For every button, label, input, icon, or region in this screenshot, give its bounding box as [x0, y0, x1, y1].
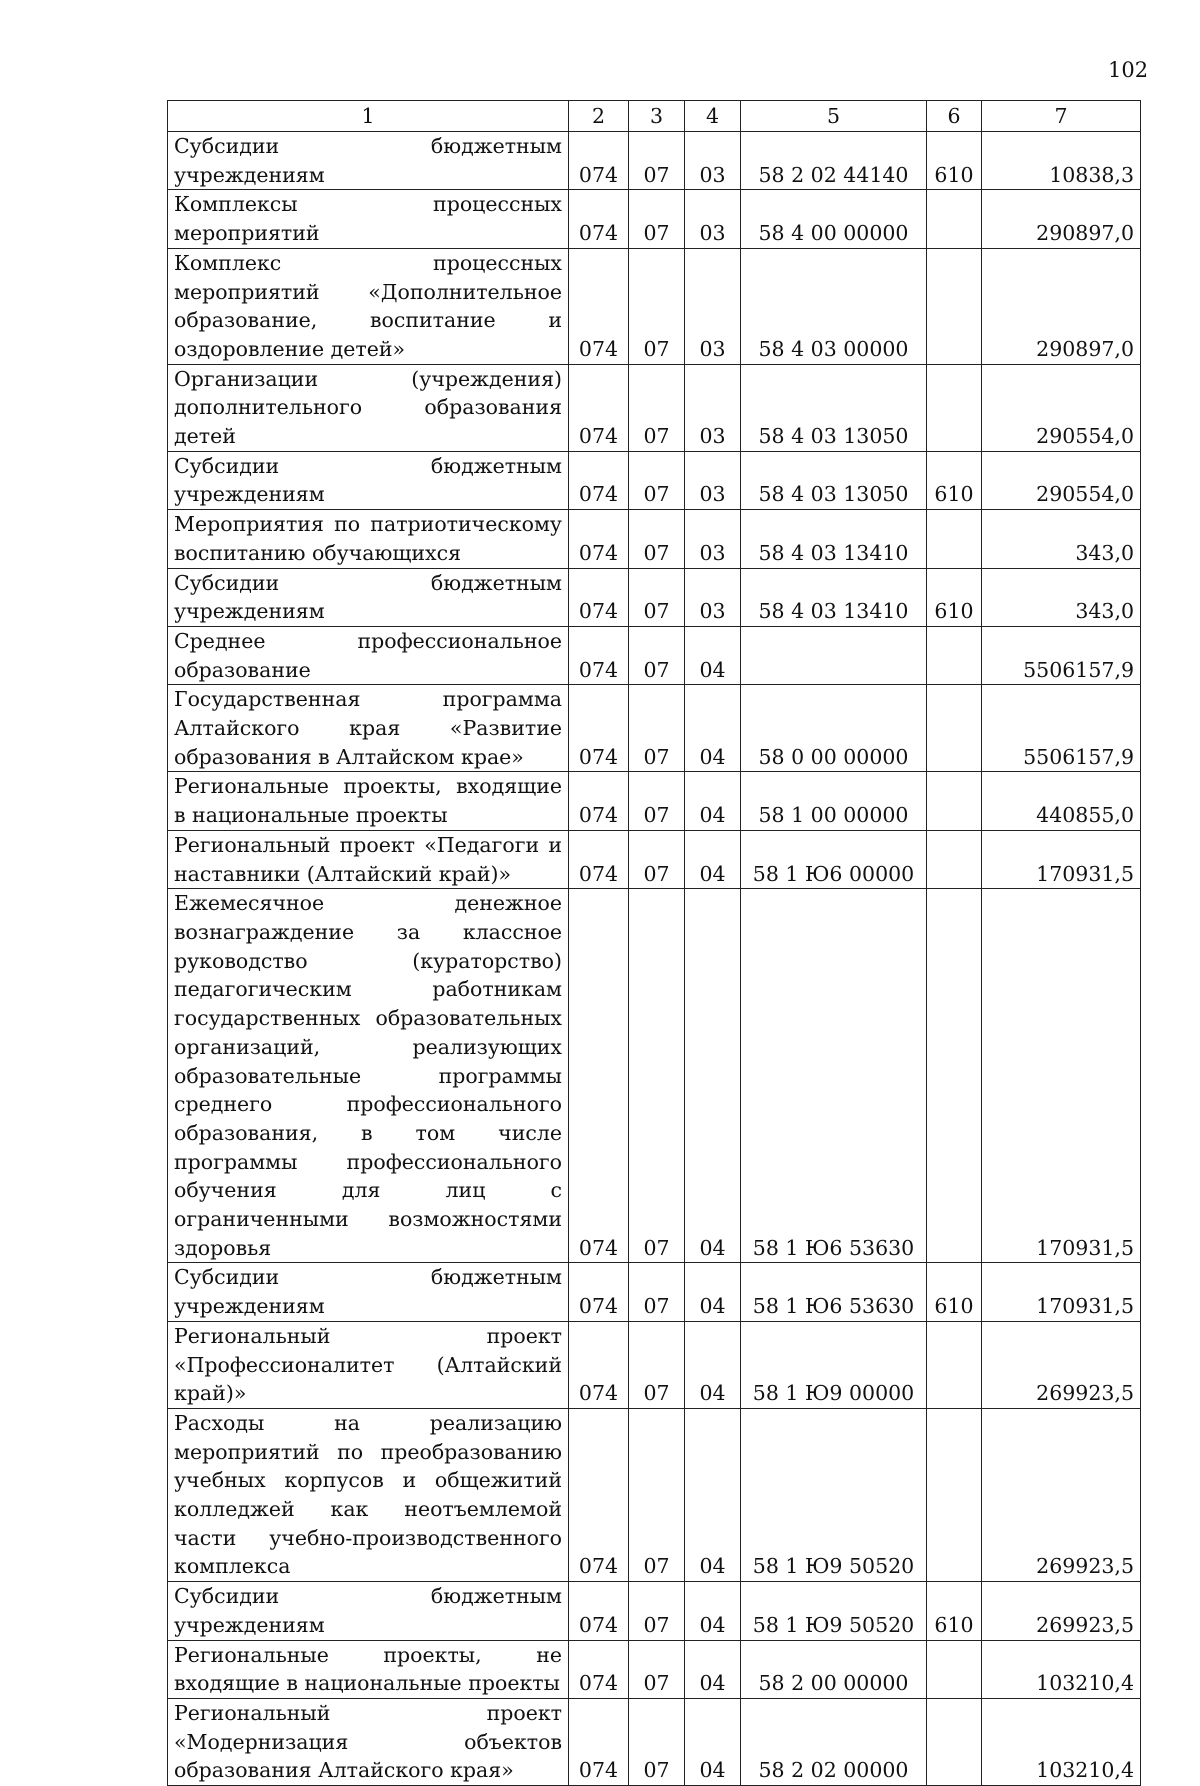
- row-amount: 170931,5: [982, 889, 1141, 1263]
- table-row: [168, 626, 1141, 684]
- row-subsection-code: 03: [685, 132, 741, 190]
- row-subsection-code: 03: [685, 248, 741, 364]
- row-target-code: 58 2 02 00000: [741, 1698, 927, 1785]
- row-admin-code: 074: [569, 364, 629, 451]
- row-name: Среднее профессиональное образование: [168, 626, 569, 684]
- row-name: Региональный проект «Профессионалитет (Алтайский край)»: [168, 1321, 569, 1408]
- row-amount: 103210,4: [982, 1640, 1141, 1698]
- table-row: [168, 190, 1141, 248]
- row-subsection-code: 04: [685, 1582, 741, 1640]
- row-name: Расходы на реализацию мероприятий по преобразованию учебных корпусов и общежитий колледжей как неотъемлемой части учебно-производственного комплекса: [168, 1408, 569, 1581]
- row-subsection-code: 03: [685, 190, 741, 248]
- row-admin-code: 074: [569, 772, 629, 830]
- row-subsection-code: 04: [685, 1640, 741, 1698]
- row-amount: 290554,0: [982, 451, 1141, 509]
- row-amount: 5506157,9: [982, 626, 1141, 684]
- column-header-2: 2: [569, 101, 629, 132]
- table-row: [168, 1321, 1141, 1408]
- row-section-code: 07: [629, 190, 685, 248]
- row-amount: 343,0: [982, 510, 1141, 568]
- row-expense-type-code: [927, 685, 982, 772]
- row-subsection-code: 04: [685, 889, 741, 1263]
- row-admin-code: 074: [569, 1263, 629, 1321]
- row-expense-type-code: 610: [927, 568, 982, 626]
- row-amount: 290897,0: [982, 248, 1141, 364]
- row-admin-code: 074: [569, 1408, 629, 1581]
- row-amount: 269923,5: [982, 1408, 1141, 1581]
- row-amount: 5506157,9: [982, 685, 1141, 772]
- row-expense-type-code: [927, 364, 982, 451]
- row-name: Комплексы процессных мероприятий: [168, 190, 569, 248]
- row-section-code: 07: [629, 1640, 685, 1698]
- row-target-code: 58 1 Ю9 50520: [741, 1408, 927, 1581]
- row-target-code: 58 1 Ю6 53630: [741, 1263, 927, 1321]
- row-name: Комплекс процессных мероприятий «Дополнительное образование, воспитание и оздоровление детей»: [168, 248, 569, 364]
- table-row: [168, 451, 1141, 509]
- row-target-code: 58 4 03 00000: [741, 248, 927, 364]
- column-header-3: 3: [629, 101, 685, 132]
- row-admin-code: 074: [569, 1582, 629, 1640]
- page-number: 102: [1108, 58, 1149, 82]
- table-row: [168, 772, 1141, 830]
- table-row: [168, 248, 1141, 364]
- row-amount: 290897,0: [982, 190, 1141, 248]
- row-expense-type-code: [927, 1321, 982, 1408]
- row-expense-type-code: [927, 626, 982, 684]
- row-admin-code: 074: [569, 190, 629, 248]
- row-name: Организации (учреждения) дополнительного образования детей: [168, 364, 569, 451]
- row-section-code: 07: [629, 364, 685, 451]
- row-subsection-code: 04: [685, 1321, 741, 1408]
- row-target-code: 58 2 02 44140: [741, 132, 927, 190]
- row-expense-type-code: 610: [927, 1263, 982, 1321]
- row-admin-code: 074: [569, 1321, 629, 1408]
- row-admin-code: 074: [569, 510, 629, 568]
- table-row: [168, 568, 1141, 626]
- table-row: [168, 830, 1141, 888]
- row-name: Мероприятия по патриотическому воспитанию обучающихся: [168, 510, 569, 568]
- table-row: [168, 889, 1141, 1263]
- row-expense-type-code: [927, 772, 982, 830]
- row-section-code: 07: [629, 451, 685, 509]
- row-name: Региональный проект «Педагоги и наставники (Алтайский край)»: [168, 830, 569, 888]
- row-section-code: 07: [629, 568, 685, 626]
- row-target-code: 58 1 Ю9 00000: [741, 1321, 927, 1408]
- row-admin-code: 074: [569, 830, 629, 888]
- row-section-code: 07: [629, 1698, 685, 1785]
- row-amount: 10838,3: [982, 132, 1141, 190]
- header-row: [168, 101, 1141, 132]
- row-section-code: 07: [629, 1321, 685, 1408]
- row-expense-type-code: 610: [927, 451, 982, 509]
- row-subsection-code: 04: [685, 1408, 741, 1581]
- row-expense-type-code: [927, 1408, 982, 1581]
- row-admin-code: 074: [569, 568, 629, 626]
- row-target-code: 58 1 Ю9 50520: [741, 1582, 927, 1640]
- row-name: Ежемесячное денежное вознаграждение за классное руководство (кураторство) педагогическим работникам государственных образовательных организаций, реализующих образовательные программы среднего профессионального образования, в том числе программы профессионального обучения для лиц с ограниченными возможностями здоровья: [168, 889, 569, 1263]
- row-section-code: 07: [629, 626, 685, 684]
- row-target-code: 58 4 00 00000: [741, 190, 927, 248]
- row-expense-type-code: 610: [927, 1582, 982, 1640]
- table-row: [168, 685, 1141, 772]
- row-name: Региональные проекты, входящие в национальные проекты: [168, 772, 569, 830]
- row-admin-code: 074: [569, 685, 629, 772]
- table-row: [168, 132, 1141, 190]
- row-section-code: 07: [629, 685, 685, 772]
- row-section-code: 07: [629, 510, 685, 568]
- table-body: [168, 132, 1141, 1786]
- row-subsection-code: 04: [685, 772, 741, 830]
- table-row: [168, 364, 1141, 451]
- row-admin-code: 074: [569, 451, 629, 509]
- row-section-code: 07: [629, 830, 685, 888]
- row-subsection-code: 03: [685, 510, 741, 568]
- budget-table: [167, 100, 1141, 1786]
- table-row: [168, 1263, 1141, 1321]
- row-subsection-code: 03: [685, 451, 741, 509]
- row-target-code: 58 4 03 13050: [741, 364, 927, 451]
- row-name: Государственная программа Алтайского края «Развитие образования в Алтайском крае»: [168, 685, 569, 772]
- row-amount: 269923,5: [982, 1582, 1141, 1640]
- row-subsection-code: 03: [685, 364, 741, 451]
- row-admin-code: 074: [569, 248, 629, 364]
- row-admin-code: 074: [569, 626, 629, 684]
- table-row: [168, 1698, 1141, 1785]
- row-amount: 269923,5: [982, 1321, 1141, 1408]
- row-target-code: 58 2 00 00000: [741, 1640, 927, 1698]
- row-subsection-code: 04: [685, 626, 741, 684]
- column-header-6: 6: [927, 101, 982, 132]
- row-amount: 290554,0: [982, 364, 1141, 451]
- column-header-5: 5: [741, 101, 927, 132]
- row-name: Субсидии бюджетным учреждениям: [168, 1582, 569, 1640]
- column-header-1: 1: [168, 101, 569, 132]
- row-name: Субсидии бюджетным учреждениям: [168, 451, 569, 509]
- row-section-code: 07: [629, 889, 685, 1263]
- row-subsection-code: 03: [685, 568, 741, 626]
- row-name: Субсидии бюджетным учреждениям: [168, 1263, 569, 1321]
- row-amount: 170931,5: [982, 1263, 1141, 1321]
- row-admin-code: 074: [569, 889, 629, 1263]
- row-amount: 103210,4: [982, 1698, 1141, 1785]
- row-target-code: 58 4 03 13410: [741, 510, 927, 568]
- row-name: Региональный проект «Модернизация объектов образования Алтайского края»: [168, 1698, 569, 1785]
- row-expense-type-code: [927, 190, 982, 248]
- row-admin-code: 074: [569, 1640, 629, 1698]
- row-target-code: 58 0 00 00000: [741, 685, 927, 772]
- row-subsection-code: 04: [685, 830, 741, 888]
- row-expense-type-code: [927, 830, 982, 888]
- column-header-7: 7: [982, 101, 1141, 132]
- table-row: [168, 510, 1141, 568]
- row-expense-type-code: 610: [927, 132, 982, 190]
- table-row: [168, 1582, 1141, 1640]
- row-target-code: 58 1 Ю6 00000: [741, 830, 927, 888]
- row-subsection-code: 04: [685, 685, 741, 772]
- table-row: [168, 1408, 1141, 1581]
- row-section-code: 07: [629, 1582, 685, 1640]
- row-admin-code: 074: [569, 132, 629, 190]
- row-subsection-code: 04: [685, 1263, 741, 1321]
- row-target-code: 58 4 03 13410: [741, 568, 927, 626]
- row-section-code: 07: [629, 132, 685, 190]
- row-target-code: 58 4 03 13050: [741, 451, 927, 509]
- row-expense-type-code: [927, 1698, 982, 1785]
- row-expense-type-code: [927, 889, 982, 1263]
- row-name: Субсидии бюджетным учреждениям: [168, 132, 569, 190]
- row-expense-type-code: [927, 510, 982, 568]
- row-target-code: [741, 626, 927, 684]
- row-name: Региональные проекты, не входящие в национальные проекты: [168, 1640, 569, 1698]
- row-amount: 440855,0: [982, 772, 1141, 830]
- column-header-4: 4: [685, 101, 741, 132]
- row-subsection-code: 04: [685, 1698, 741, 1785]
- row-section-code: 07: [629, 1408, 685, 1581]
- row-section-code: 07: [629, 772, 685, 830]
- table-row: [168, 1640, 1141, 1698]
- row-section-code: 07: [629, 248, 685, 364]
- row-admin-code: 074: [569, 1698, 629, 1785]
- row-expense-type-code: [927, 248, 982, 364]
- row-section-code: 07: [629, 1263, 685, 1321]
- row-amount: 170931,5: [982, 830, 1141, 888]
- row-amount: 343,0: [982, 568, 1141, 626]
- row-expense-type-code: [927, 1640, 982, 1698]
- row-target-code: 58 1 Ю6 53630: [741, 889, 927, 1263]
- row-target-code: 58 1 00 00000: [741, 772, 927, 830]
- row-name: Субсидии бюджетным учреждениям: [168, 568, 569, 626]
